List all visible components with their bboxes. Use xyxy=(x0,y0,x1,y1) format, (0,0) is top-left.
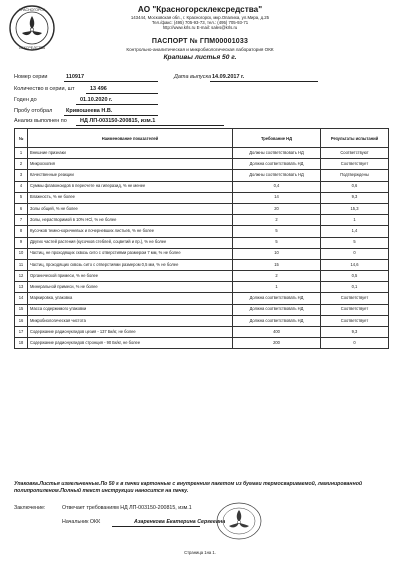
table-row xyxy=(15,148,389,159)
conclusion-text: Отвечает требованиям НД ЛП-003150-200815, изм.1 xyxy=(62,505,192,511)
row-name: Микроскопия xyxy=(28,159,233,170)
table-header-row xyxy=(15,129,389,148)
table-row xyxy=(15,237,389,248)
row-result: 15,3 xyxy=(321,203,389,214)
row-num: 15 xyxy=(15,304,28,315)
table-row xyxy=(15,181,389,192)
row-requirement: Должна соответствовать НД xyxy=(233,315,321,326)
table-row xyxy=(15,203,389,214)
sampler-underline xyxy=(64,115,158,116)
row-result: 0,1 xyxy=(321,282,389,293)
row-result: 0,6 xyxy=(321,181,389,192)
row-name: Минеральной примеси, % не более xyxy=(28,282,233,293)
row-name: Других частей растения (кусочков стеблей, соцветий и пр.), % не более xyxy=(28,237,233,248)
qty-underline xyxy=(86,93,158,94)
svg-text:ЛЕКСРЕДСТВА: ЛЕКСРЕДСТВА xyxy=(19,46,45,50)
row-name: Масса содержимого упаковки xyxy=(28,304,233,315)
table-row xyxy=(15,226,389,237)
row-num: 12 xyxy=(15,271,28,282)
header-num: № xyxy=(15,129,28,148)
valid-value: 01.10.2020 г. xyxy=(80,97,113,103)
row-requirement: 15 xyxy=(233,259,321,270)
lab-stamp-icon xyxy=(210,498,268,544)
signature-line xyxy=(112,526,200,527)
spec-table xyxy=(14,128,389,349)
row-result: Подтверждены xyxy=(321,170,389,181)
row-num: 3 xyxy=(15,170,28,181)
row-requirement: Должна соответствовать НД xyxy=(233,304,321,315)
row-num: 10 xyxy=(15,248,28,259)
lab-name: Контрольно-аналитическая и микробиологическая лаборатория ОКК xyxy=(126,46,274,52)
row-name: Содержание радионуклидов цезия - 137 Бк/кг, не более xyxy=(28,327,233,338)
analysis-value: НД ЛП-003150-200815, изм.1 xyxy=(80,118,156,124)
company-web: http://www.krls.ru E-mail: sales@krls.ru xyxy=(162,24,238,30)
row-name: Частиц, не проходящих сквозь сито с отверстиями размером 7 мм, % не более xyxy=(28,248,233,259)
row-requirement: Должны соответствовать НД xyxy=(233,148,321,159)
row-requirement: 200 xyxy=(233,338,321,349)
row-name: Влажность, % не более xyxy=(28,192,233,203)
table-row xyxy=(15,327,389,338)
row-requirement: 14 xyxy=(233,192,321,203)
qty-label: Количество в серии, шт xyxy=(14,86,75,92)
batch-underline xyxy=(64,81,158,82)
head-name: Азаренкова Екатерина Сергеевна xyxy=(134,519,226,525)
date-underline xyxy=(210,81,318,82)
table-row xyxy=(15,159,389,170)
header-requirement: Требование НД xyxy=(233,129,321,148)
product-name: Крапивы листья 50 г. xyxy=(163,54,237,61)
batch-label: Номер серии xyxy=(14,74,48,80)
row-result: 0,5 xyxy=(321,271,389,282)
row-requirement: Должна соответствовать НД xyxy=(233,293,321,304)
row-name: Содержание радионуклидов стронция - 90 Бк/кг, не более xyxy=(28,338,233,349)
row-result: Соответствует xyxy=(321,315,389,326)
row-result: Соответствуют xyxy=(321,148,389,159)
page-number: Страница 1на 1. xyxy=(184,550,216,555)
row-name: Кусочков темно-коричневых и почерневших листьев, % не более xyxy=(28,226,233,237)
passport-title: ПАСПОРТ № ГПМ00001033 xyxy=(151,38,249,45)
valid-underline xyxy=(76,104,158,105)
table-row xyxy=(15,271,389,282)
row-name: Микробиологическая чистота xyxy=(28,315,233,326)
row-name: Золы, нерастворимой в 10% HCl, % не более xyxy=(28,215,233,226)
row-num: 5 xyxy=(15,192,28,203)
conclusion-label: Заключение: xyxy=(14,505,46,511)
analysis-underline xyxy=(76,125,224,126)
row-result: 9,3 xyxy=(321,192,389,203)
row-requirement: 0,4 xyxy=(233,181,321,192)
row-requirement: Должна соответствовать НД xyxy=(233,159,321,170)
row-name: Качественные реакции xyxy=(28,170,233,181)
row-result: Соответствует xyxy=(321,159,389,170)
row-result: 5 xyxy=(321,237,389,248)
row-num: 6 xyxy=(15,203,28,214)
row-num: 9 xyxy=(15,237,28,248)
table-row xyxy=(15,304,389,315)
table-row xyxy=(15,248,389,259)
row-num: 2 xyxy=(15,159,28,170)
row-num: 8 xyxy=(15,226,28,237)
row-num: 4 xyxy=(15,181,28,192)
row-requirement: 400 xyxy=(233,327,321,338)
qty-value: 13 496 xyxy=(90,86,107,92)
row-result: 9,3 xyxy=(321,327,389,338)
table-row xyxy=(15,259,389,270)
row-name: Внешние признаки xyxy=(28,148,233,159)
sampler-value: Кривошеева Н.В. xyxy=(66,108,113,114)
packaging-note: Упаковка.Листья измельченные.По 50 г в пачки картонные с внутренним пакетом из бумаги термосвариваемой, ламинированной полипропиленом.Полный текст инструкции наносится на пачку. xyxy=(14,481,363,495)
table-row xyxy=(15,170,389,181)
row-name: Суммы флавоноидов в пересчете на гиперазид, % не менее xyxy=(28,181,233,192)
table-row xyxy=(15,192,389,203)
row-num: 14 xyxy=(15,293,28,304)
svg-text:КРАСНОГОРСК: КРАСНОГОРСК xyxy=(18,7,46,12)
row-result: 0 xyxy=(321,248,389,259)
company-phones: Тел./факс: (495) 705-93-73, тел.: (495) 705-93-71 xyxy=(151,19,249,25)
table-row xyxy=(15,315,389,326)
table-row xyxy=(15,293,389,304)
company-name: АО "Красногорсклексредства" xyxy=(137,5,263,14)
row-result: 0 xyxy=(321,338,389,349)
row-result: Соответствует xyxy=(321,293,389,304)
row-num: 1 xyxy=(15,148,28,159)
row-requirement: 20 xyxy=(233,203,321,214)
batch-value: 110917 xyxy=(66,74,85,80)
row-num: 11 xyxy=(15,259,28,270)
row-num: 7 xyxy=(15,215,28,226)
row-requirement: 5 xyxy=(233,226,321,237)
row-name: Органической примеси, % не более xyxy=(28,271,233,282)
company-address: 143444, Московская обл., г. Красногорск, мкр.Опалиха, ул.Мира, д.25 xyxy=(130,14,270,20)
row-num: 18 xyxy=(15,338,28,349)
date-value: 14.09.2017 г. xyxy=(212,74,245,80)
row-requirement: 1 xyxy=(233,282,321,293)
row-result: 1 xyxy=(321,215,389,226)
header-name: Наименование показателей xyxy=(28,129,233,148)
head-label: Начальник ОКК xyxy=(62,519,101,525)
row-num: 17 xyxy=(15,327,28,338)
row-requirement: 5 xyxy=(233,237,321,248)
valid-label: Годен до xyxy=(14,97,37,103)
row-requirement: Должны соответствовать НД xyxy=(233,170,321,181)
row-requirement: 10 xyxy=(233,248,321,259)
row-requirement: 2 xyxy=(233,215,321,226)
row-name: Золы общей, % не более xyxy=(28,203,233,214)
row-name: Маркировка, упаковка xyxy=(28,293,233,304)
header-result: Результаты испытаний xyxy=(321,129,389,148)
table-row xyxy=(15,338,389,349)
date-label: Дата выпуска xyxy=(174,74,212,80)
table-row xyxy=(15,282,389,293)
row-result: 1,4 xyxy=(321,226,389,237)
row-num: 16 xyxy=(15,315,28,326)
row-name: Частиц, проходящих сквозь сито с отверстиями размером 0,5 мм, % не более xyxy=(28,259,233,270)
sampler-label: Пробу отобрал xyxy=(14,108,53,114)
analysis-label: Анализ выполнен по xyxy=(14,118,67,124)
row-requirement: 2 xyxy=(233,271,321,282)
row-result: Соответствует xyxy=(321,304,389,315)
row-result: 14,6 xyxy=(321,259,389,270)
row-num: 13 xyxy=(15,282,28,293)
table-row xyxy=(15,215,389,226)
